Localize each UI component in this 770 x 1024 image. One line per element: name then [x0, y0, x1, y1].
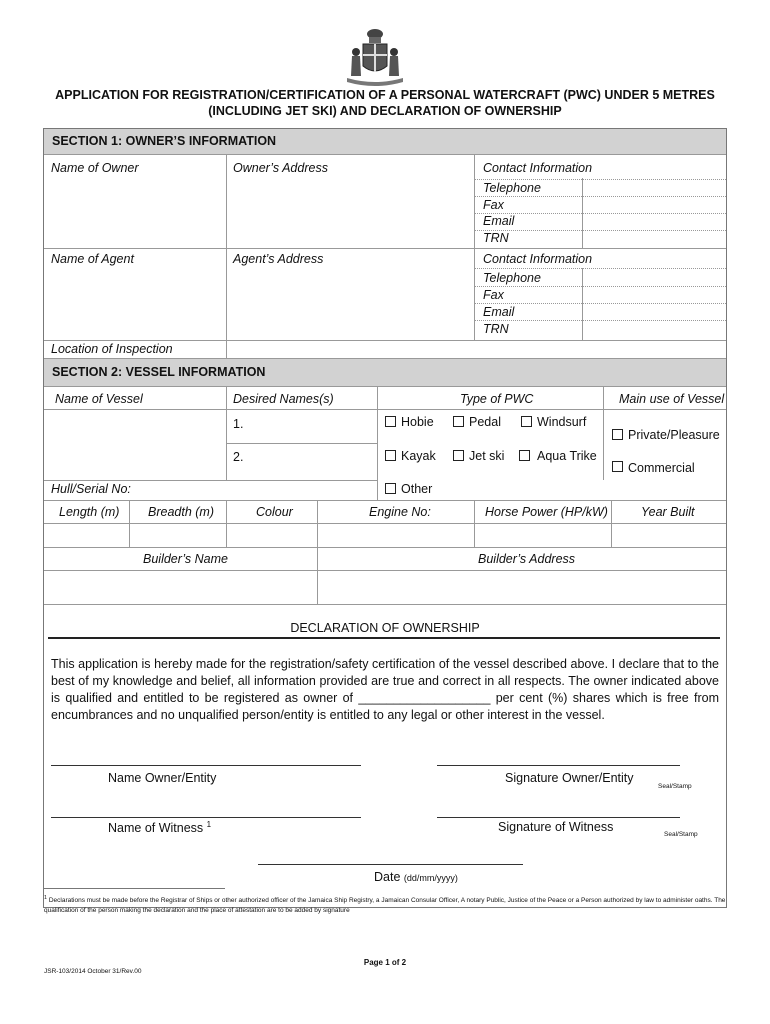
aqua-trike-label: Aqua Trike	[537, 449, 597, 463]
desired-name-2-label: 2.	[233, 450, 244, 464]
jamaica-coat-of-arms-icon	[343, 26, 407, 88]
declaration-paragraph: This application is hereby made for the registration/safety certification of the vessel described above. I declare that to the best of my knowledge and belief, all information provided are true and correct in all respects. The owner indicated above is qualified and entitled to be registered as owner of ___________________ per cent (%) shares which is free from encumbrances and no unqualified person/entity is entitled to any legal or other interest in the vessel.	[51, 657, 719, 722]
private-pleasure-checkbox[interactable]	[612, 429, 623, 440]
kayak-checkbox[interactable]	[385, 450, 396, 461]
other-checkbox[interactable]	[385, 483, 396, 494]
name-owner-entity-label: Name Owner/Entity	[108, 771, 217, 785]
length-label: Length (m)	[59, 505, 120, 519]
name-of-agent-label: Name of Agent	[51, 252, 134, 266]
agent-telephone-label: Telephone	[483, 271, 541, 285]
form-title-line2: (INCLUDING JET SKI) AND DECLARATION OF OWNERSHIP	[208, 104, 562, 118]
hobie-label: Hobie	[401, 415, 434, 429]
other-label: Other	[401, 482, 433, 496]
agent-trn-label: TRN	[483, 322, 509, 336]
commercial-checkbox[interactable]	[612, 461, 623, 472]
form-title-line1: APPLICATION FOR REGISTRATION/CERTIFICATION OF A PERSONAL WATERCRAFT (PWC) UNDER 5 METRES	[55, 88, 715, 102]
jet-ski-checkbox[interactable]	[453, 450, 464, 461]
declaration-heading: DECLARATION OF OWNERSHIP	[290, 621, 480, 635]
owners-address-label: Owner’s Address	[233, 161, 328, 175]
desired-names-label: Desired Names(s)	[233, 392, 334, 406]
footnote-marker: 1	[44, 895, 48, 901]
name-owner-entity-line[interactable]	[51, 765, 361, 766]
type-of-pwc-label: Type of PWC	[460, 392, 534, 406]
aqua-trike-checkbox[interactable]	[519, 450, 530, 461]
pedal-checkbox[interactable]	[453, 416, 464, 427]
owner-telephone-field[interactable]	[583, 181, 726, 196]
signature-owner-entity-line[interactable]	[437, 765, 680, 766]
name-of-witness-label: Name of Witness $^1$	[108, 820, 212, 836]
hobie-checkbox[interactable]	[385, 416, 396, 427]
location-of-inspection-field[interactable]	[227, 341, 726, 357]
seal-stamp-label-1: Seal/Stamp	[658, 783, 692, 790]
commercial-label: Commercial	[628, 461, 695, 475]
name-of-vessel-label: Name of Vessel	[55, 392, 143, 406]
owner-trn-field[interactable]	[583, 231, 726, 247]
witness-footnote-ref: 1	[206, 820, 212, 829]
owner-telephone-label: Telephone	[483, 181, 541, 195]
name-of-owner-label: Name of Owner	[51, 161, 139, 175]
agent-telephone-field[interactable]	[583, 269, 726, 285]
builders-name-label: Builder’s Name	[143, 552, 228, 566]
agent-fax-field[interactable]	[583, 287, 726, 302]
windsurf-checkbox[interactable]	[521, 416, 532, 427]
horse-power-label: Horse Power (HP/kW)	[485, 505, 608, 519]
windsurf-label: Windsurf	[537, 415, 587, 429]
page-number: Page 1 of 2	[363, 958, 407, 967]
hull-serial-label: Hull/Serial No:	[51, 482, 131, 496]
owner-fax-field[interactable]	[583, 197, 726, 212]
main-use-label: Main use of Vessel	[619, 392, 725, 406]
agent-email-label: Email	[483, 305, 515, 319]
engine-no-label: Engine No:	[369, 505, 431, 519]
owner-email-field[interactable]	[583, 214, 726, 229]
section1-heading: SECTION 1: OWNER’S INFORMATION	[44, 129, 726, 154]
date-label: Date (dd/mm/yyyy)	[374, 870, 458, 884]
date-line[interactable]	[258, 864, 523, 865]
owner-contact-info-label: Contact Information	[483, 161, 593, 175]
desired-name-1-label: 1.	[233, 417, 244, 431]
kayak-label: Kayak	[401, 449, 436, 463]
owner-email-label: Email	[483, 214, 515, 228]
name-witness-line[interactable]	[51, 817, 361, 818]
section2-heading: SECTION 2: VESSEL INFORMATION	[44, 359, 726, 386]
signature-owner-entity-label: Signature Owner/Entity	[505, 771, 634, 785]
location-of-inspection-label: Location of Inspection	[51, 342, 173, 356]
agent-fax-label: Fax	[483, 288, 504, 302]
date-format: (dd/mm/yyyy)	[403, 873, 458, 883]
footnote: $^1$ Declarations must be made before the Registrar of Ships or other authorized officer of the Jamaica Ship Registry, a Jamaican Consular Officer, A notary Public, Justice of the Peace or a Person authorized by law to administer oaths. The qualification of the person making the declaration and the place of attestation are to be added by signature	[44, 895, 726, 915]
private-pleasure-label: Private/Pleasure	[628, 428, 720, 442]
signature-witness-line[interactable]	[437, 817, 680, 818]
year-built-label: Year Built	[641, 505, 695, 519]
agents-address-label: Agent’s Address	[233, 252, 324, 266]
agent-contact-info-label: Contact Information	[483, 252, 593, 266]
form-reference: JSR-103/2014 October 31/Rev.00	[44, 968, 142, 975]
agent-trn-field[interactable]	[583, 321, 726, 339]
jet-ski-label: Jet ski	[469, 449, 505, 463]
builders-address-label: Builder’s Address	[478, 552, 576, 566]
signature-of-witness-label: Signature of Witness	[498, 820, 614, 834]
agent-email-field[interactable]	[583, 304, 726, 319]
colour-label: Colour	[256, 505, 293, 519]
seal-stamp-label-2: Seal/Stamp	[664, 831, 698, 838]
pedal-label: Pedal	[469, 415, 501, 429]
owner-trn-label: TRN	[483, 231, 509, 245]
breadth-label: Breadth (m)	[148, 505, 214, 519]
owner-fax-label: Fax	[483, 198, 504, 212]
